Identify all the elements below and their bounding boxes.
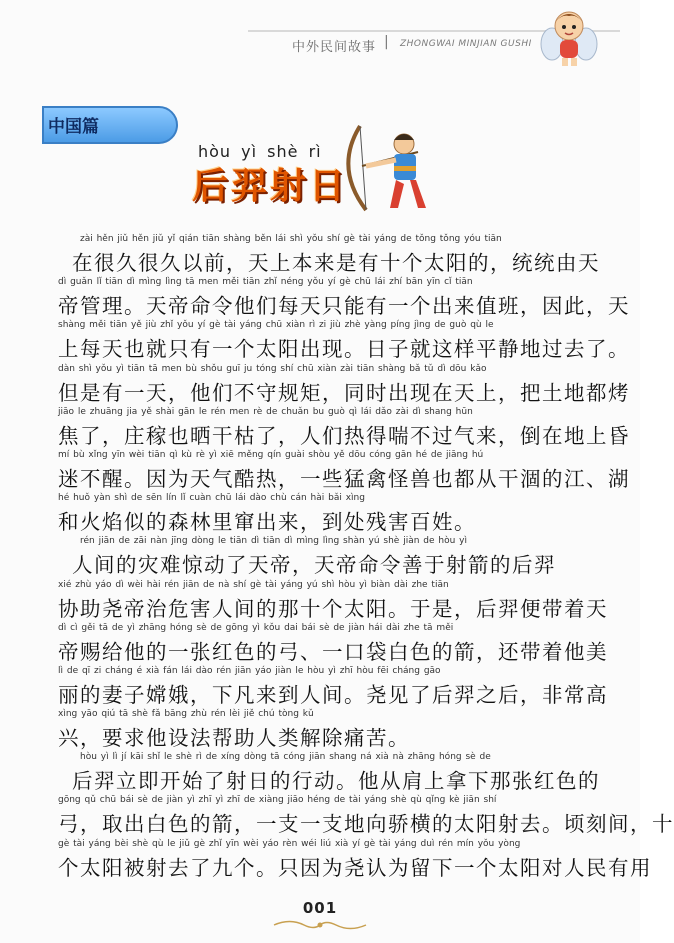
chinese-line: 上每天也就只有一个太阳出现。日子就这样平静地过去了。 — [58, 337, 630, 362]
text-line — [58, 707, 592, 750]
text-line — [58, 837, 652, 880]
chinese-line: 后羿立即开始了射日的行动。他从肩上拿下那张红色的 — [72, 769, 600, 794]
cherub-icon — [540, 4, 598, 70]
text-line — [58, 578, 608, 621]
text-line — [58, 621, 608, 664]
text-line — [58, 362, 630, 405]
text-line — [58, 750, 600, 794]
series-separator: | — [384, 34, 389, 50]
chinese-line: 迷不醒。因为天气酷热，一些猛禽怪兽也都从干涸的江、湖 — [58, 466, 630, 491]
pinyin-line: lì de qī zi cháng é xià fán lái dào rén jiān yáo jiàn le hòu yì zhī hòu fēi cháng gāo — [58, 665, 441, 676]
chinese-line: 焦了，庄稼也晒干枯了，人们热得喘不过气来，倒在地上昏 — [58, 423, 630, 448]
chinese-line: 丽的妻子嫦娥，下凡来到人间。尧见了后羿之后，非常高 — [58, 682, 608, 707]
text-line — [58, 405, 630, 448]
archer-illustration — [340, 118, 440, 216]
pinyin-line: rén jiān de zāi nàn jīng dòng le tiān dì tiān dì mìng lìng shàn yú shè jiàn de hòu yì — [80, 536, 467, 547]
page-number: 001 — [302, 899, 338, 917]
pinyin-line: gōng qǔ chū bái sè de jiàn yì zhī yì zhī de xiàng jiāo héng de tài yáng shè qù qǐng kè jiān shí — [58, 795, 497, 806]
pinyin-line: shàng měi tiān yě jiù zhǐ yǒu yí gè tài yáng chū xiàn rì zi jiù zhè yàng píng jìng de guò qù le — [58, 320, 494, 331]
text-line — [58, 793, 674, 837]
chinese-line: 弓，取出白色的箭，一支一支地向骄横的太阳射去。顷刻间，十 — [58, 812, 674, 837]
text-line — [58, 491, 592, 534]
pinyin-line: dì cì gěi tā de yì zhāng hóng sè de gōng yì kǒu dai bái sè de jiàn hái dài zhe tā měi — [58, 622, 454, 633]
pinyin-line: gè tài yáng bèi shè qù le jiǔ gè zhǐ yīn wèi yáo rèn wéi liú xià yí gè tài yáng duì rén mín yǒu yòng — [58, 838, 521, 849]
chinese-line: 帝管理。天帝命令他们每天只能有一个出来值班，因此，天 — [58, 294, 630, 319]
chinese-line: 帝赐给他的一张红色的弓、一口袋白色的箭，还带着他美 — [58, 639, 608, 664]
pinyin-line: dì guǎn lǐ tiān dì mìng lìng tā men měi tiān zhǐ néng yǒu yí gè chū lái zhí bān yīn cǐ tiān — [58, 277, 473, 288]
pinyin-line: xié zhù yáo dì wèi hài rén jiān de nà shí gè tài yáng yú shì hòu yì biàn dài zhe tiān — [58, 579, 449, 590]
pinyin-line: mí bù xǐng yīn wèi tiān qì kù rè yì xiē měng qín guài shòu yě dōu cóng gān hé de jiāng hú — [58, 449, 484, 460]
flourish-ornament — [270, 918, 370, 932]
story-title: 后羿射日 — [192, 166, 349, 207]
text-line — [58, 534, 592, 577]
chinese-line: 协助尧帝治危害人间的那十个太阳。于是，后羿便带着天 — [58, 596, 608, 621]
title-pinyin: hòu yì shè rì — [198, 142, 322, 161]
series-title-chinese: 中外民间故事 — [292, 40, 377, 55]
series-title-english: ZHONGWAI MINJIAN GUSHI — [400, 39, 532, 49]
pinyin-line: xìng yāo qiú tā shè fǎ bāng zhù rén lèi jiě chú tòng kǔ — [58, 709, 314, 720]
chinese-line: 个太阳被射去了九个。只因为尧认为留下一个太阳对人民有用 — [58, 855, 652, 880]
pinyin-line: hòu yì lì jí kāi shǐ le shè rì de xíng dòng tā cóng jiān shang ná xià nà zhāng hóng sè de — [80, 752, 491, 763]
text-line — [58, 275, 630, 319]
chinese-line: 兴，要求他设法帮助人类解除痛苦。 — [58, 726, 410, 751]
pinyin-line: dàn shì yǒu yì tiān tā men bù shǒu guī ju tóng shí chū xiàn zài tiān shàng bǎ tǔ dì dōu kǎo — [58, 363, 487, 374]
pinyin-line: zài hěn jiǔ hěn jiǔ yǐ qián tiān shàng běn lái shì yǒu shí gè tài yáng de tǒng tǒng yóu tiān — [80, 234, 502, 244]
chinese-line: 在很久很久以前，天上本来是有十个太阳的，统统由天 — [72, 251, 600, 275]
text-line — [58, 318, 630, 362]
chinese-line: 和火焰似的森林里窜出来，到处残害百姓。 — [58, 510, 476, 535]
text-line — [58, 448, 630, 491]
story-body — [58, 232, 674, 880]
text-line — [58, 232, 600, 275]
chinese-line: 人间的灾难惊动了天帝，天帝命令善于射箭的后羿 — [72, 553, 556, 578]
pinyin-line: jiāo le zhuāng jia yě shài gān le rén men rè de chuǎn bu guò qì lái dǎo zài dì shang hūn — [58, 406, 473, 417]
page-header — [0, 0, 640, 78]
text-line — [58, 664, 608, 707]
pinyin-line: hé huǒ yàn shì de sēn lín lǐ cuàn chū lái dào chù cán hài bǎi xìng — [58, 493, 365, 504]
section-label: 中国篇 — [48, 117, 99, 137]
chinese-line: 但是有一天，他们不守规矩，同时出现在天上，把土地都烤 — [58, 380, 630, 405]
